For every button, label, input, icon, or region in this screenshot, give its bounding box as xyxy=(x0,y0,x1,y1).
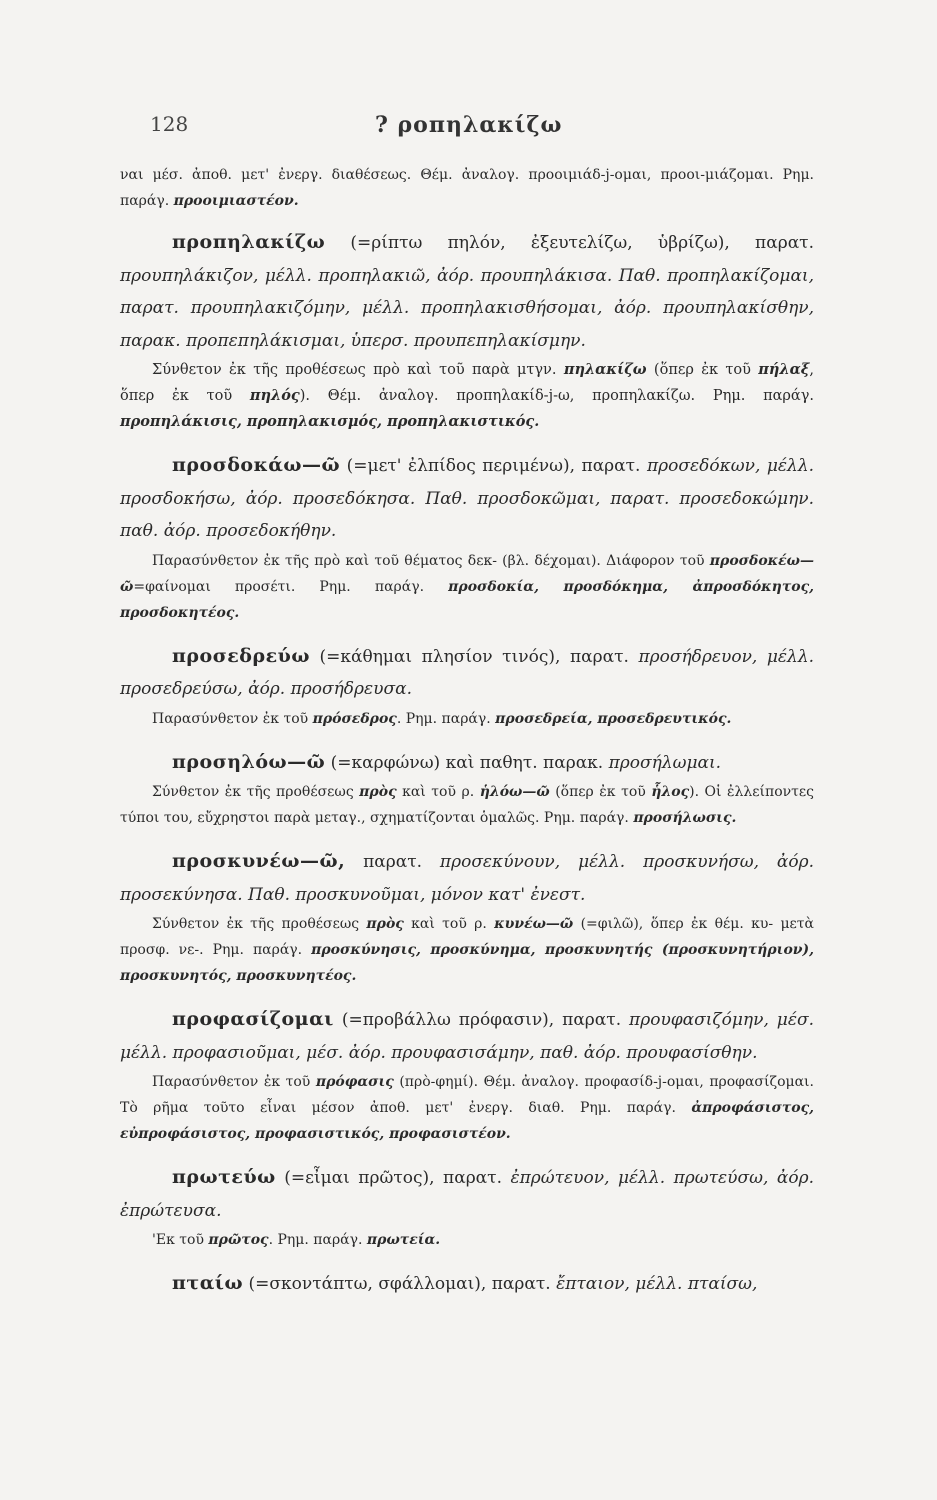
entry-definition: προπηλακίζω (=ρίπτω πηλόν, ἐξευτελίζω, ὑβρίζω), παρατ. προυπηλάκιζον, μέλλ. προπηλακιῶ, ἀόρ. προυπηλάκισα. Παθ. προπηλακίζομαι, παρατ. προυπηλακιζόμην, μέλλ. προπηλακισθήσομαι, ἀόρ. προυπηλακίσθην, παρακ. προπεπηλάκισμαι, ὑπερσ. προυπεπηλακίσμην. xyxy=(120,231,814,351)
entry-definition: προσκυνέω—ῶ, παρατ. προσεκύνουν, μέλλ. προσκυνήσω, ἀόρ. προσεκύνησα. Παθ. προσκυνοῦμαι, μόνον κατ' ἐνεστ. xyxy=(120,850,814,905)
entry-definition: προσεδρεύω (=κάθημαι πλησίον τινός), παρατ. προσήδρευον, μέλλ. προσεδρεύσω, ἀόρ. προσήδρευσα. xyxy=(120,644,814,699)
page-number: 128 xyxy=(150,112,189,136)
lemma: προφασίζομαι xyxy=(172,1008,334,1030)
entry-proteuo xyxy=(120,1161,814,1253)
entry-etymology: Παρασύνθετον ἐκ τοῦ πρόσεδρος. Ρημ. παράγ. προσεδρεία, προσεδρευτικός. xyxy=(152,710,732,727)
page-body xyxy=(120,162,814,1301)
entry-profasizomai xyxy=(120,1003,814,1147)
entry-definition: προφασίζομαι (=προβάλλω πρόφασιν), παρατ. προυφασιζόμην, μέσ. μέλλ. προφασιοῦμαι, μέσ. ἀόρ. προυφασισάμην, παθ. ἀόρ. προυφασίσθην. xyxy=(120,1008,814,1063)
entry-etymology: Σύνθετον ἐκ τῆς προθέσεως πρὸς καὶ τοῦ ρ. κυνέω—ῶ (=φιλῶ), ὅπερ ἐκ θέμ. κυ- μετὰ προσφ. νε-. Ρημ. παράγ. προσκύνησις, προσκύνημα, προσκυνητής (προσκυνητήριον), προσκυνητός, προσκυνητέος. xyxy=(120,916,814,984)
lemma: προσεδρεύω xyxy=(172,644,310,667)
lemma: προσκυνέω—ῶ, xyxy=(172,850,346,872)
entry-etymology: Σύνθετον ἐκ τῆς προθέσεως πρὸ καὶ τοῦ παρὰ μτγν. πηλακίζω (ὅπερ ἐκ τοῦ πήλαξ, ὅπερ ἐκ τοῦ πηλός). Θέμ. ἀναλογ. προπηλακίδ-j-ω, προπηλακίζω. Ρημ. παράγ. προπηλάκισις, προπηλακισμός, προπηλακιστικός. xyxy=(120,361,814,430)
entry-prosiloo xyxy=(120,746,814,832)
entry-prosedreuo xyxy=(120,640,814,732)
entry-etymology: Σύνθετον ἐκ τῆς προθέσεως πρὸς καὶ τοῦ ρ. ἡλόω—ῶ (ὅπερ ἐκ τοῦ ἧλος). Οἱ ἐλλείποντες τύποι του, εὔχρηστοι παρὰ μεταγ., σχηματίζονται ὁμαλῶς. Ρημ. παράγ. προσήλωσις. xyxy=(120,784,815,826)
entry-proskyneo xyxy=(120,845,814,989)
entry-propilakizo xyxy=(120,226,814,435)
lemma: πταίω xyxy=(172,1272,244,1294)
entry-etymology: Παρασύνθετον ἐκ τῆς πρὸ καὶ τοῦ θέματος δεκ- (βλ. δέχομαι). Διάφορον τοῦ προσδοκέω—ῶ=φαίνομαι προσέτι. Ρημ. παράγ. προσδοκία, προσδόκημα, ἀπροσδόκητος, προσδοκητέος. xyxy=(120,552,814,621)
page-header xyxy=(150,112,790,146)
lemma: προσδοκάω—ῶ xyxy=(172,454,341,476)
lemma: προσηλόω—ῶ xyxy=(172,750,326,773)
entry-etymology: Παρασύνθετον ἐκ τοῦ πρόφασις (πρὸ-φημί). Θέμ. ἀναλογ. προφασίδ-j-ομαι, προφασίζομαι. Τὸ ρῆμα τοῦτο εἶναι μέσον ἀποθ. μετ' ἐνεργ. διαθ. Ρημ. παράγ. ἀπροφάσιστος, εὐπροφάσιστος, προφασιστικός, προφασιστέον. xyxy=(120,1074,814,1142)
entry-prosdokao xyxy=(120,449,814,626)
entry-etymology: 'Εκ τοῦ πρῶτος. Ρημ. παράγ. πρωτεία. xyxy=(152,1232,441,1248)
entry-definition: προσηλόω—ῶ (=καρφώνω) καὶ παθητ. παρακ. προσήλωμαι. xyxy=(172,750,722,773)
entry-ptaio xyxy=(120,1267,814,1301)
entry-definition: προσδοκάω—ῶ (=μετ' ἐλπίδος περιμένω), παρατ. προσεδόκων, μέλλ. προσδοκήσω, ἀόρ. προσεδόκησα. Παθ. προσδοκῶμαι, παρατ. προσεδοκώμην. παθ. ἀόρ. προσεδοκήθην. xyxy=(120,454,815,541)
lemma: πρωτεύω xyxy=(172,1166,276,1188)
intro-paragraph: ναι μέσ. ἀποθ. μετ' ἐνεργ. διαθέσεως. Θέμ. ἀναλογ. προοιμιάδ-j-ομαι, προοι-μιάζομαι. Ρημ. παράγ. προοιμιαστέον. xyxy=(120,167,814,209)
entry-definition: πρωτεύω (=εἶμαι πρῶτος), παρατ. ἐπρώτευον, μέλλ. πρωτεύσω, ἀόρ. ἐπρώτευσα. xyxy=(120,1166,814,1221)
lemma: προπηλακίζω xyxy=(172,231,326,253)
running-head: ? ροπηλακίζω xyxy=(375,112,563,138)
entry-definition: πταίω (=σκοντάπτω, σφάλλομαι), παρατ. ἔπταιον, μέλλ. πταίσω, xyxy=(172,1272,758,1294)
